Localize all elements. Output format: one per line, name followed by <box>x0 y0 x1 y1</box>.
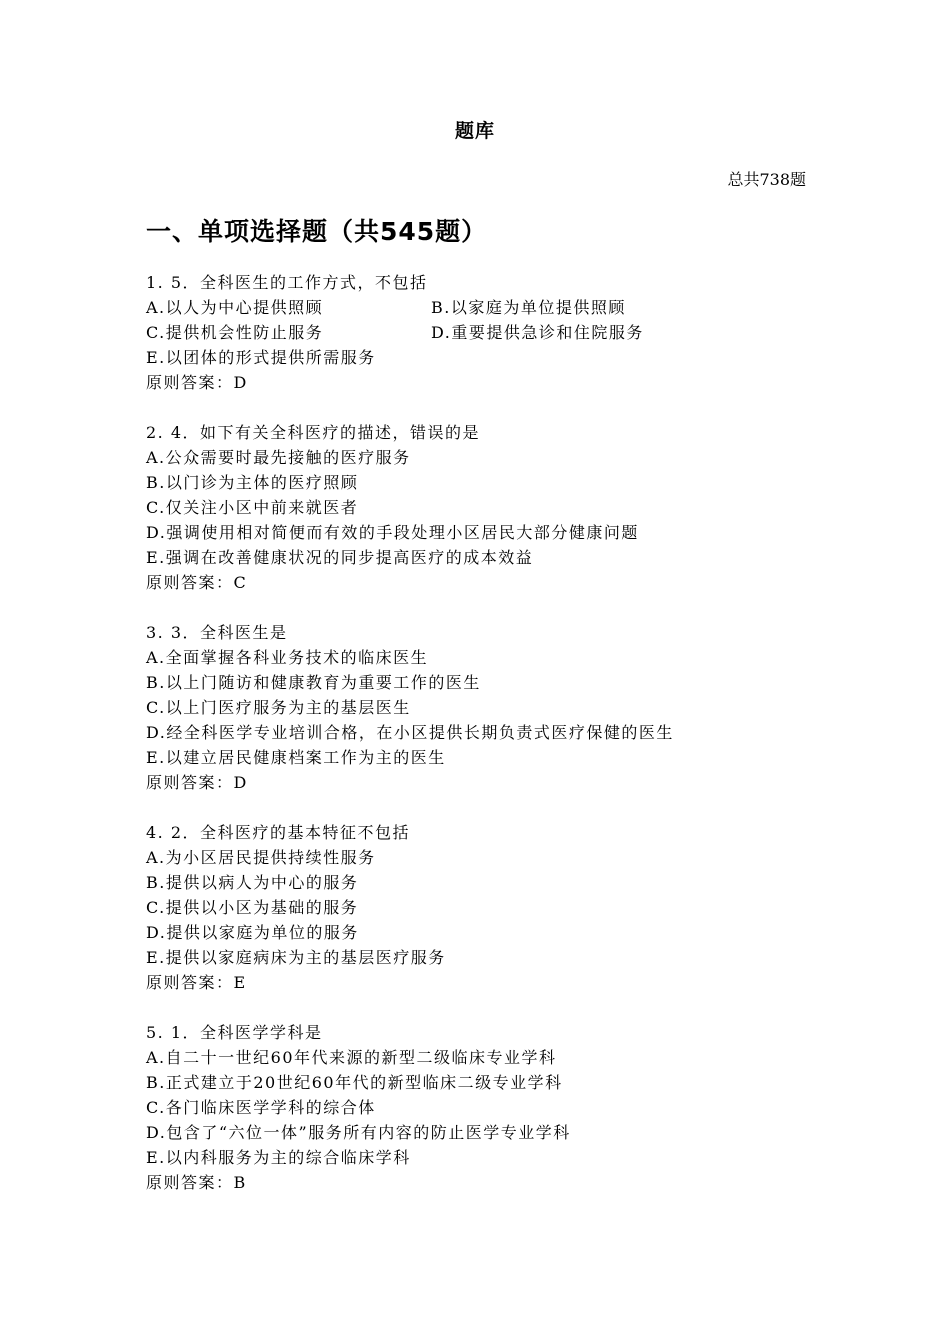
question-item <box>146 420 846 595</box>
option-d: D.经全科医学专业培训合格，在小区提供长期负责式医疗保健的医生 <box>146 723 674 742</box>
standard-answer: 原则答案：B <box>146 1173 247 1192</box>
option-b: B.以门诊为主体的医疗照顾 <box>146 473 359 492</box>
standard-answer: 原则答案：D <box>146 373 248 392</box>
option-a: A.为小区居民提供持续性服务 <box>146 848 376 867</box>
question-item <box>146 820 846 995</box>
option-e: E.以团体的形式提供所需服务 <box>146 348 376 367</box>
question-stem: 4. 2．全科医疗的基本特征不包括 <box>146 823 411 842</box>
question-stem: 5. 1．全科医学学科是 <box>146 1023 323 1042</box>
option-b: B.提供以病人为中心的服务 <box>146 873 359 892</box>
option-c: C.提供机会性防止服务 <box>146 323 324 342</box>
option-c: C.仅关注小区中前来就医者 <box>146 498 359 517</box>
question-stem: 3. 3．全科医生是 <box>146 623 288 642</box>
standard-answer: 原则答案：C <box>146 573 248 592</box>
standard-answer: 原则答案：D <box>146 773 248 792</box>
option-a: A.全面掌握各科业务技术的临床医生 <box>146 648 429 667</box>
option-d: D.提供以家庭为单位的服务 <box>146 923 359 942</box>
question-list <box>146 270 846 1220</box>
option-b: B.以上门随访和健康教育为重要工作的医生 <box>146 673 481 692</box>
option-a: A.公众需要时最先接触的医疗服务 <box>146 448 411 467</box>
question-item <box>146 270 846 395</box>
option-e: E.提供以家庭病床为主的基层医疗服务 <box>146 948 446 967</box>
option-a: A.以人为中心提供照顾 <box>146 298 324 317</box>
option-d: D.强调使用相对简便而有效的手段处理小区居民大部分健康问题 <box>146 523 639 542</box>
option-row <box>146 320 846 345</box>
question-item <box>146 620 846 795</box>
option-row <box>146 295 846 320</box>
section-title: 一、单项选择题（共545题） <box>146 217 488 246</box>
option-e: E.以建立居民健康档案工作为主的医生 <box>146 748 446 767</box>
option-c: C.以上门医疗服务为主的基层医生 <box>146 698 411 717</box>
question-item <box>146 1020 846 1195</box>
option-d: D.包含了“六位一体”服务所有内容的防止医学专业学科 <box>146 1123 571 1142</box>
option-e: E.强调在改善健康状况的同步提高医疗的成本效益 <box>146 548 534 567</box>
option-c: C.各门临床医学学科的综合体 <box>146 1098 376 1117</box>
document-title: 题库 <box>454 120 495 142</box>
option-b: B.以家庭为单位提供照顾 <box>431 298 626 317</box>
total-count: 总共738题 <box>727 170 806 189</box>
option-e: E.以内科服务为主的综合临床学科 <box>146 1148 411 1167</box>
question-stem: 1. 5．全科医生的工作方式，不包括 <box>146 273 428 292</box>
option-d: D.重要提供急诊和住院服务 <box>431 323 644 342</box>
question-stem: 2. 4．如下有关全科医疗的描述，错误的是 <box>146 423 481 442</box>
option-b: B.正式建立于20世纪60年代的新型临床二级专业学科 <box>146 1073 563 1092</box>
standard-answer: 原则答案：E <box>146 973 247 992</box>
option-c: C.提供以小区为基础的服务 <box>146 898 359 917</box>
option-a: A.自二十一世纪60年代来源的新型二级临床专业学科 <box>146 1048 557 1067</box>
